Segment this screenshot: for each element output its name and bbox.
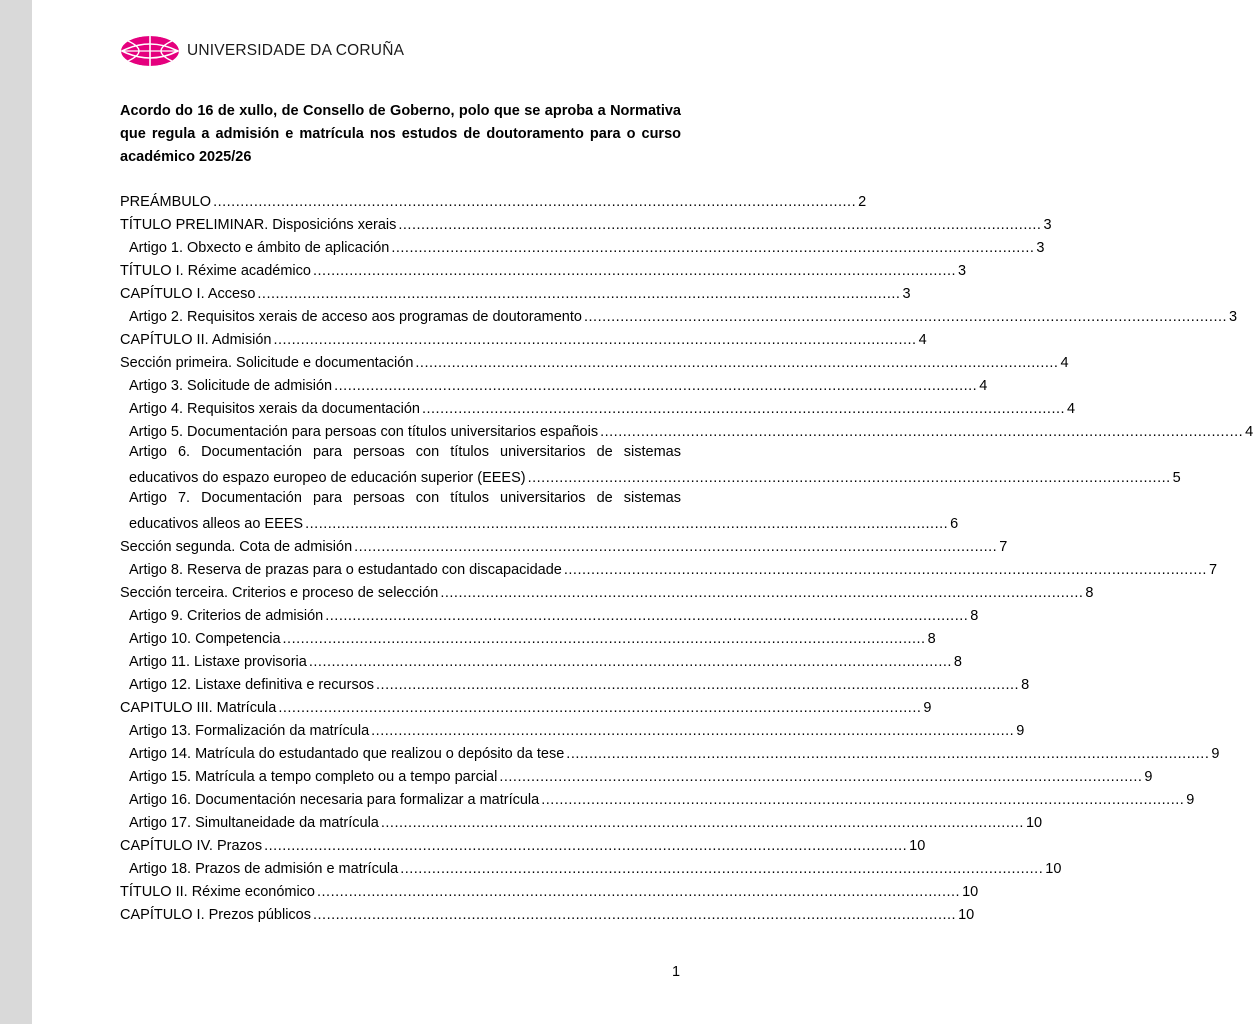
- toc-entry-artigo-4[interactable]: [120, 398, 1076, 421]
- toc-entry-page: 4: [918, 332, 927, 348]
- toc-entry-seccion-segunda[interactable]: [120, 536, 1008, 559]
- toc-entry-label: CAPÍTULO IV. Prazos: [120, 838, 263, 854]
- toc-entry-page: 7: [999, 539, 1008, 555]
- toc-entry-seccion-primeira[interactable]: [120, 352, 1069, 375]
- toc-entry-artigo-2[interactable]: [120, 306, 1238, 329]
- left-margin-band: [0, 0, 32, 1024]
- toc-leader: ..............................................................................................................................................: [527, 470, 1171, 486]
- toc-entry-page: 4: [979, 378, 988, 394]
- toc-leader: ..............................................................................................................................................: [499, 769, 1143, 785]
- toc-entry-page: 3: [1036, 240, 1045, 256]
- toc-leader: ..............................................................................................................................................: [257, 286, 901, 302]
- toc-entry-label: Artigo 10. Competencia: [129, 631, 281, 647]
- toc-entry-titulo-ii[interactable]: [120, 881, 979, 904]
- toc-entry-artigo-5[interactable]: [120, 421, 1253, 444]
- toc-entry-page: 3: [1229, 309, 1238, 325]
- toc-entry-page: 8: [927, 631, 936, 647]
- toc-entry-label: Artigo 8. Reserva de prazas para o estudantado con discapacidade: [129, 562, 562, 578]
- toc-entry-artigo-10[interactable]: [120, 628, 936, 651]
- toc-entry-titulo-preliminar[interactable]: [120, 214, 1052, 237]
- toc-entry-artigo-17[interactable]: [120, 812, 1043, 835]
- toc-leader: ..............................................................................................................................................: [313, 907, 957, 923]
- toc-leader: ..............................................................................................................................................: [376, 677, 1020, 693]
- toc-leader: ..............................................................................................................................................: [354, 539, 998, 555]
- udc-emblem-icon: [120, 35, 180, 67]
- toc-entry-artigo-1[interactable]: [120, 237, 1045, 260]
- toc-entry-page: 10: [958, 907, 975, 923]
- toc-leader: ..............................................................................................................................................: [421, 401, 1066, 417]
- toc-entry-artigo-16[interactable]: [120, 789, 1195, 812]
- toc-entry-page: 9: [923, 700, 932, 716]
- university-name: UNIVERSIDADE DA CORUÑA: [187, 42, 405, 59]
- toc-entry-page: 9: [1016, 723, 1025, 739]
- toc-entry-label: Artigo 5. Documentación para persoas con títulos universitarios españois: [129, 424, 599, 440]
- page-number: 1: [672, 964, 681, 980]
- toc-entry-label: Artigo 11. Listaxe provisoria: [129, 654, 307, 670]
- university-logo: [120, 34, 404, 68]
- toc-entry-page: 4: [1060, 355, 1069, 371]
- toc-entry-label: TÍTULO PRELIMINAR. Disposicións xerais: [120, 217, 397, 233]
- toc-entry-label: Artigo 13. Formalización da matrícula: [129, 723, 370, 739]
- toc-entry-artigo-11[interactable]: [120, 651, 962, 674]
- table-of-contents: [120, 191, 1253, 927]
- toc-entry-label: Artigo 18. Prazos de admisión e matrícula: [129, 861, 399, 877]
- toc-entry-artigo-13[interactable]: [120, 720, 1025, 743]
- toc-entry-artigo-15[interactable]: [120, 766, 1153, 789]
- toc-entry-artigo-14[interactable]: [120, 743, 1220, 766]
- toc-leader: ..............................................................................................................................................: [273, 332, 917, 348]
- toc-entry-page: 9: [1186, 792, 1195, 808]
- toc-entry-label: Sección terceira. Criterios e proceso de selección: [120, 585, 439, 601]
- toc-entry-artigo-12[interactable]: [120, 674, 1030, 697]
- toc-leader: ..............................................................................................................................................: [380, 815, 1024, 831]
- toc-leader: ..............................................................................................................................................: [400, 861, 1044, 877]
- toc-entry-capitulo-iii[interactable]: [120, 697, 932, 720]
- toc-entry-label: Sección primeira. Solicitude e documentación: [120, 355, 414, 371]
- toc-leader: ..............................................................................................................................................: [334, 378, 978, 394]
- toc-entry-label: Artigo 16. Documentación necesaria para formalizar a matrícula: [129, 792, 540, 808]
- toc-leader: ..............................................................................................................................................: [415, 355, 1059, 371]
- toc-entry-titulo-i[interactable]: [120, 260, 967, 283]
- toc-leader: ..............................................................................................................................................: [308, 654, 952, 670]
- toc-entry-page: 5: [1172, 470, 1181, 486]
- toc-entry-page: 8: [953, 654, 962, 670]
- toc-entry-page: 10: [1025, 815, 1043, 831]
- toc-entry-page: 3: [958, 263, 967, 279]
- toc-entry-label: Artigo 1. Obxecto e ámbito de aplicación: [129, 240, 390, 256]
- toc-entry-label: Artigo 4. Requisitos xerais da documentación: [129, 401, 420, 417]
- toc-entry-label-line1: Artigo 7. Documentación para persoas con títulos universitarios de sistemas: [129, 490, 681, 506]
- toc-leader: ..............................................................................................................................................: [282, 631, 926, 647]
- toc-entry-label: CAPÍTULO II. Admisión: [120, 332, 272, 348]
- toc-entry-page: 9: [1211, 746, 1220, 762]
- toc-entry-seccion-terceira[interactable]: [120, 582, 1094, 605]
- toc-entry-page: 7: [1208, 562, 1218, 578]
- toc-entry-label: Artigo 9. Criterios de admisión: [129, 608, 324, 624]
- toc-entry-label: Artigo 14. Matrícula do estudantado que realizou o depósito da tese: [129, 746, 565, 762]
- toc-entry-label-line2: educativos do espazo europeo de educación superior (EEES): [129, 470, 526, 486]
- toc-entry-artigo-6[interactable]: [120, 444, 1181, 490]
- toc-entry-preambulo[interactable]: [120, 191, 867, 214]
- toc-entry-capitulo-i-prezos[interactable]: [120, 904, 975, 927]
- toc-entry-label: CAPÍTULO I. Acceso: [120, 286, 256, 302]
- toc-entry-page: 9: [1144, 769, 1153, 785]
- toc-entry-label-line2: educativos alleos ao EEES: [129, 516, 304, 532]
- toc-entry-page: 6: [950, 516, 959, 532]
- toc-entry-capitulo-iv[interactable]: [120, 835, 926, 858]
- toc-leader: ..............................................................................................................................................: [264, 838, 908, 854]
- toc-entry-label: TÍTULO I. Réxime académico: [120, 263, 311, 279]
- toc-leader: ..............................................................................................................................................: [566, 746, 1210, 762]
- toc-entry-page: 10: [909, 838, 926, 854]
- toc-entry-label: Artigo 2. Requisitos xerais de acceso aos programas de doutoramento: [129, 309, 582, 325]
- toc-leader: ..............................................................................................................................................: [312, 263, 957, 279]
- toc-entry-page: 2: [858, 194, 867, 210]
- toc-entry-label: CAPITULO III. Matrícula: [120, 700, 277, 716]
- toc-entry-label: PREÁMBULO: [120, 194, 212, 210]
- toc-entry-artigo-3[interactable]: [120, 375, 988, 398]
- toc-entry-page: 10: [1045, 861, 1062, 877]
- toc-entry-artigo-7[interactable]: [120, 490, 959, 536]
- document-title: Acordo do 16 de xullo, de Consello de Goberno, polo que se aproba a Normativa que regula a admisión e matrícula nos estudos de doutoramento para o curso académico 2025/26: [120, 103, 681, 165]
- toc-leader: ..............................................................................................................................................: [278, 700, 922, 716]
- toc-leader: ..............................................................................................................................................: [563, 562, 1207, 578]
- toc-leader: ..............................................................................................................................................: [600, 424, 1244, 440]
- toc-entry-page: 10: [962, 884, 979, 900]
- toc-leader: ..............................................................................................................................................: [440, 585, 1084, 601]
- toc-entry-page: 4: [1245, 424, 1253, 440]
- toc-leader: ..............................................................................................................................................: [583, 309, 1228, 325]
- toc-entry-page: 8: [970, 608, 979, 624]
- toc-leader: ..............................................................................................................................................: [391, 240, 1035, 256]
- toc-entry-label-line1: Artigo 6. Documentación para persoas con títulos universitarios de sistemas: [129, 444, 681, 460]
- toc-leader: ..............................................................................................................................................: [371, 723, 1015, 739]
- toc-entry-label: Artigo 12. Listaxe definitiva e recursos: [129, 677, 375, 693]
- toc-leader: ..............................................................................................................................................: [398, 217, 1042, 233]
- toc-entry-label: Artigo 17. Simultaneidade da matrícula: [129, 815, 379, 831]
- toc-leader: ..............................................................................................................................................: [541, 792, 1185, 808]
- toc-entry-label: TÍTULO II. Réxime económico: [120, 884, 315, 900]
- toc-entry-capitulo-ii[interactable]: [120, 329, 927, 352]
- toc-entry-label: Artigo 3. Solicitude de admisión: [129, 378, 333, 394]
- toc-entry-page: 3: [902, 286, 911, 302]
- toc-entry-page: 8: [1021, 677, 1030, 693]
- toc-entry-artigo-18[interactable]: [120, 858, 1062, 881]
- toc-leader: ..............................................................................................................................................: [305, 516, 949, 532]
- toc-entry-capitulo-i-acceso[interactable]: [120, 283, 911, 306]
- toc-entry-page: 8: [1085, 585, 1094, 601]
- toc-entry-label: Sección segunda. Cota de admisión: [120, 539, 353, 555]
- toc-leader: ..............................................................................................................................................: [325, 608, 969, 624]
- toc-entry-label: Artigo 15. Matrícula a tempo completo ou a tempo parcial: [129, 769, 498, 785]
- toc-entry-page: 4: [1067, 401, 1076, 417]
- toc-leader: ..............................................................................................................................................: [317, 884, 961, 900]
- toc-leader: ..............................................................................................................................................: [213, 194, 857, 210]
- toc-entry-page: 3: [1043, 217, 1052, 233]
- toc-entry-label: CAPÍTULO I. Prezos públicos: [120, 907, 311, 923]
- toc-entry-artigo-8[interactable]: [120, 559, 1218, 582]
- toc-entry-artigo-9[interactable]: [120, 605, 979, 628]
